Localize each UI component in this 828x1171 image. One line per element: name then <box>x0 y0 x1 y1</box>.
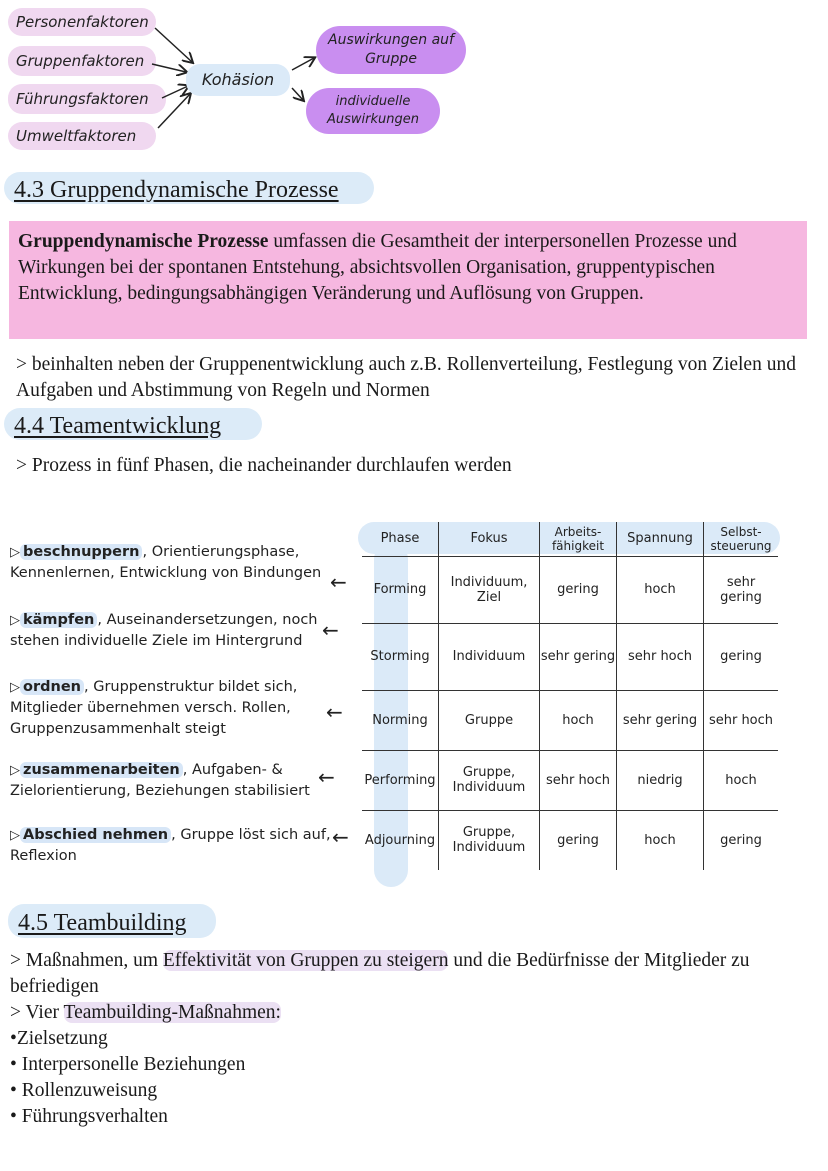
cell-spannung: sehr gering <box>617 690 704 750</box>
phase-note-adjourning: ▷ Abschied nehmen , Gruppe löst sich auf, Reflexion <box>10 827 331 864</box>
phase-keyword: Abschied nehmen <box>20 827 171 843</box>
cell-fokus: Gruppe, Individuum <box>439 810 540 870</box>
table-row <box>362 810 778 870</box>
factor-gruppenfaktoren: Gruppenfaktoren <box>8 46 156 76</box>
cell-phase: Norming <box>362 690 439 750</box>
phase-note-performing: ▷ zusammenarbeiten , Aufgaben- & Zielorientierung, Beziehungen stabilisiert <box>10 762 310 799</box>
header-phase: Phase <box>362 522 439 556</box>
outcome-individuell: individuelle Auswirkungen <box>306 88 440 134</box>
cell-fokus: Individuum, Ziel <box>439 556 540 623</box>
heading-4-5: 4.5 Teambuilding <box>8 904 216 938</box>
teambuilding-line-1 <box>10 948 800 1000</box>
table-row <box>362 556 778 623</box>
cell-spannung: niedrig <box>617 750 704 810</box>
phase-note-norming: ▷ ordnen , Gruppenstruktur bildet sich, Mitglieder übernehmen versch. Rollen, Gruppenzusammenhalt steigt <box>10 679 298 737</box>
factor-umweltfaktoren: Umweltfaktoren <box>8 122 156 150</box>
phase-keyword: beschnuppern <box>20 544 142 560</box>
arrow-left-icon: ← <box>318 765 335 789</box>
highlight-effektivitaet: Effektivität von Gruppen zu steigern <box>162 950 449 971</box>
highlight-massnahmen: Teambuilding-Maßnahmen: <box>63 1002 281 1023</box>
cell-selbststeuerung: gering <box>720 832 762 848</box>
definition-text: umfassen die Gesamtheit der interpersonellen Prozesse und Wirkungen bei der spontanen Entstehung, absichtsvollen Organisation, gruppentypischen Entwicklung, bedingungsabhängigen Veränderung und Auflösung von Gruppen. <box>18 231 737 304</box>
heading-4-3: 4.3 Gruppendynamische Prozesse <box>4 172 374 204</box>
list-item: •Zielsetzung <box>10 1028 108 1049</box>
cell-selbststeuerung: sehr gering <box>704 556 779 623</box>
line2-start: > Vier <box>10 1002 64 1023</box>
header-spannung: Spannung <box>617 522 704 556</box>
header-fokus: Fokus <box>439 522 540 556</box>
table-row <box>362 750 778 810</box>
phase-table <box>362 522 778 870</box>
cell-arbeitsfaehigkeit: sehr gering <box>540 623 617 690</box>
phase-note-storming: ▷ kämpfen , Auseinandersetzungen, noch stehen individuelle Ziele im Hintergrund <box>10 612 318 649</box>
cell-phase: Adjourning <box>362 810 439 870</box>
list-item: • Rollenzuweisung <box>10 1080 158 1101</box>
header-arbeitsfaehigkeit: Arbeits-fähigkeit <box>540 522 617 556</box>
cell-arbeitsfaehigkeit: sehr hoch <box>540 750 617 810</box>
arrow-left-icon: ← <box>322 618 339 642</box>
cell-spannung: hoch <box>617 810 704 870</box>
cell-fokus: Individuum <box>439 623 540 690</box>
cell-selbststeuerung: gering <box>704 623 779 690</box>
outcome-gruppe: Auswirkungen auf Gruppe <box>316 26 466 74</box>
cell-arbeitsfaehigkeit: gering <box>540 810 617 870</box>
factor-fuehrungsfaktoren: Führungsfaktoren <box>8 84 166 114</box>
phase-description: , Auseinandersetzungen, noch stehen individuelle Ziele im Hintergrund <box>10 612 318 649</box>
phase-table-wrap <box>362 522 778 870</box>
cell-phase: Storming <box>362 623 439 690</box>
line1-end: und die Bedürfnisse der Mitglieder zu befriedigen <box>10 950 750 997</box>
definition-box <box>9 221 807 339</box>
arrow-left-icon: ← <box>330 570 347 594</box>
cell-spannung: hoch <box>617 556 704 623</box>
definition-term: Gruppendynamische Prozesse <box>18 231 269 252</box>
list-item: • Interpersonelle Beziehungen <box>10 1054 246 1075</box>
note-4-4: > Prozess in fünf Phasen, die nacheinander durchlaufen werden <box>16 455 512 476</box>
table-row <box>362 623 778 690</box>
teambuilding-line-2 <box>10 1000 800 1026</box>
cell-fokus: Gruppe <box>439 690 540 750</box>
heading-4-4: 4.4 Teamentwicklung <box>4 408 262 440</box>
cell-phase: Performing <box>362 750 439 810</box>
note-4-3: > beinhalten neben der Gruppenentwicklung auch z.B. Rollenverteilung, Festlegung von Zielen und Aufgaben und Abstimmung von Regeln und Normen <box>16 354 796 401</box>
cell-phase: Forming <box>362 556 439 623</box>
phase-description: , Orientierungsphase, Kennenlernen, Entwicklung von Bindungen <box>10 544 322 581</box>
cell-arbeitsfaehigkeit: hoch <box>540 690 617 750</box>
phase-description: , Gruppenstruktur bildet sich, Mitglieder übernehmen versch. Rollen, Gruppenzusammenhalt steigt <box>10 679 298 737</box>
teambuilding-text <box>10 948 800 1130</box>
cell-fokus: Gruppe, Individuum <box>439 750 540 810</box>
cell-selbststeuerung: hoch <box>704 750 779 810</box>
phase-keyword: kämpfen <box>20 612 97 628</box>
phase-keyword: zusammenarbeiten <box>20 762 183 778</box>
phase-keyword: ordnen <box>20 679 84 695</box>
list-item: • Führungsverhalten <box>10 1106 168 1127</box>
cell-arbeitsfaehigkeit: gering <box>540 556 617 623</box>
arrow-left-icon: ← <box>326 700 343 724</box>
phase-description: , Aufgaben- & Zielorientierung, Beziehungen stabilisiert <box>10 762 310 799</box>
cell-selbststeuerung: sehr hoch <box>704 690 779 750</box>
center-kohaesion: Kohäsion <box>186 64 290 96</box>
phase-note-forming: ▷ beschnuppern , Orientierungsphase, Kennenlernen, Entwicklung von Bindungen <box>10 544 322 581</box>
phase-description: , Gruppe löst sich auf, Reflexion <box>10 827 331 864</box>
line1-start: > Maßnahmen, um <box>10 950 163 971</box>
arrow-left-icon: ← <box>332 825 349 849</box>
factor-personenfaktoren: Personenfaktoren <box>8 8 156 36</box>
cell-spannung: sehr hoch <box>617 623 704 690</box>
bullet-list <box>10 1026 800 1130</box>
header-selbststeuerung: Selbst-steuerung <box>704 522 779 556</box>
table-row <box>362 690 778 750</box>
